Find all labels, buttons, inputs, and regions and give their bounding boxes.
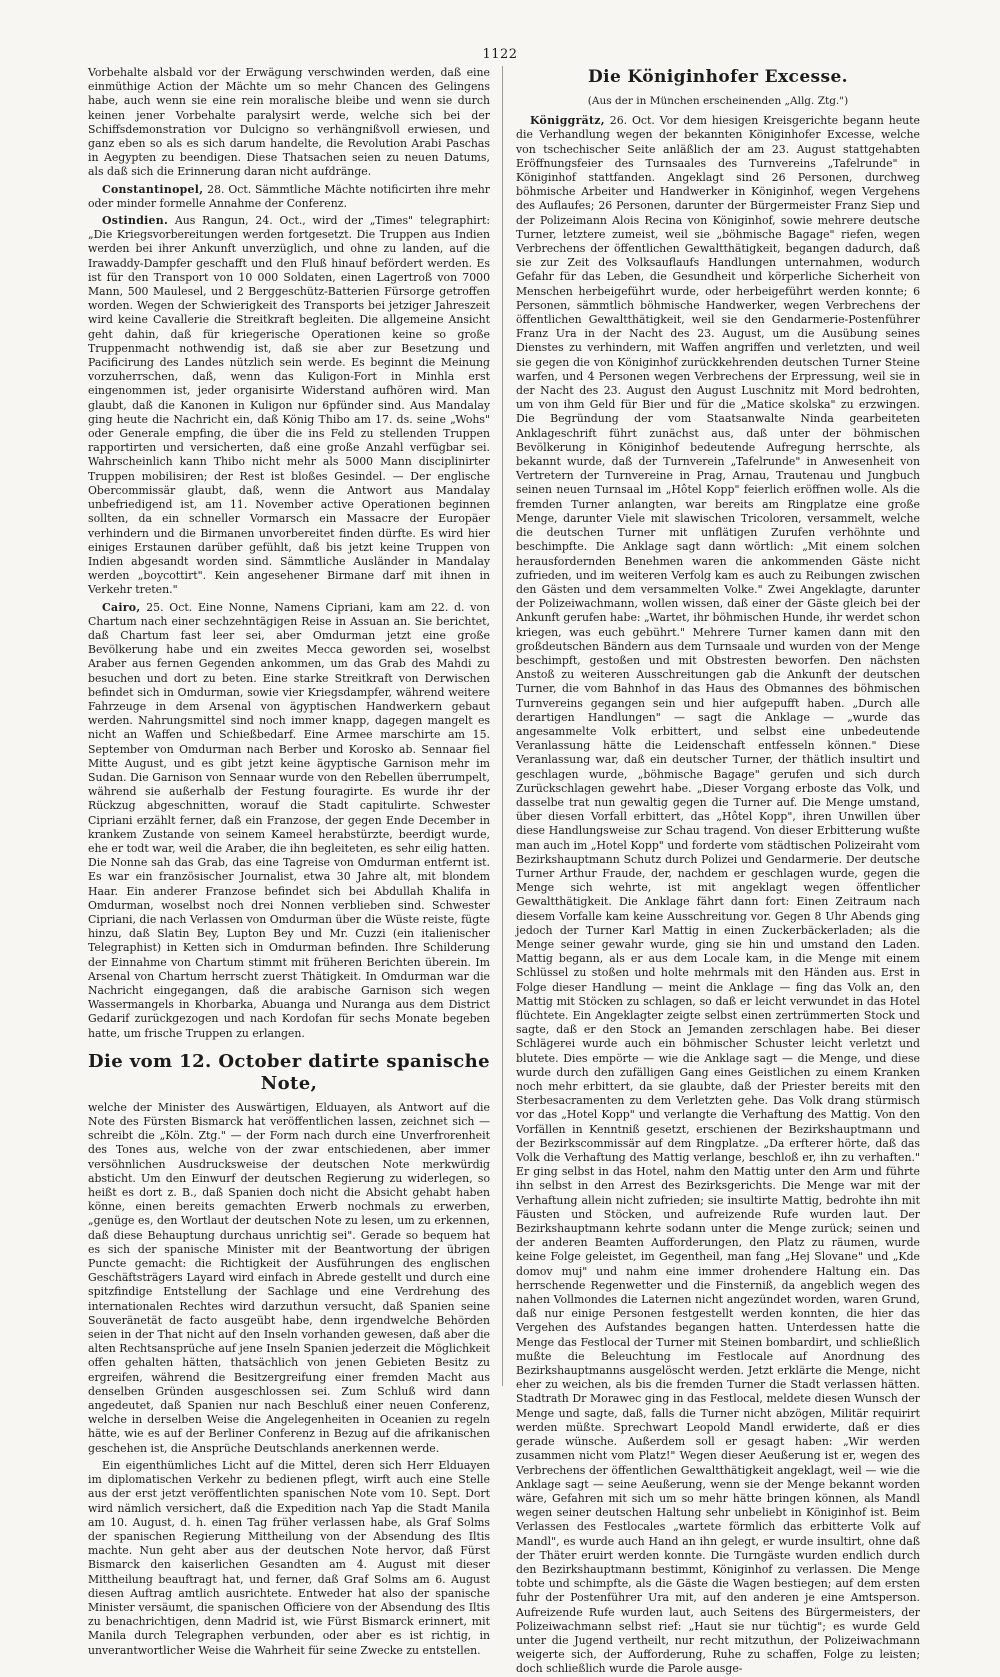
paragraph-text: 26. Oct. Vor dem hiesigen Kreisgerichte begann heute die Verhandlung wegen der bekannten Königinhofer Excesse, welche von tschechischer Seite anläßlich der am 23. August stattgehabten Eröffnungsfeier des Turnsaales des Turnvereins „Tafelrunde" in Königinhof stattfanden. Angeklagt sind 26 Personen, durchweg böhmische Arbeiter und Handwerker in Königinhof, wegen Vergehens des Auflaufes; 26 Personen, darunter der Bürgermeister Franz Siep und der Polizeimann Alois Recina von Königinhof, sowie mehrere deutsche Turner, letztere zumeist, weil sie „böhmische Bagage" riefen, wegen Verbrechens der öffentlichen Gewaltthätigkeit, begangen dadurch, daß sie zur Zeit des Volksauflaufs Handlungen unternahmen, wodurch Gefahr für das Leben, die Gesundheit und körperliche Sicherheit von Menschen herbeigeführt wurde, oder herbeigeführt werden konnte; 6 Personen, sämmtlich böhmische Handwerker, wegen Verbrechens der öffentlichen Gewaltthätigkeit, weil sie den Gendarmerie-Postenführer Franz Ura in der Nacht des 23. August, um die Ausübung seines Dienstes zu verhindern, mit Waffen angriffen und verletzten, und weil sie gegen die von Königinhof zurückkehrenden deutschen Turner Steine warfen, und 4 Personen wegen Verbrechens der Erpressung, weil sie in der Nacht des 23. August den August Luschnitz mit Mord bedrohten, um von ihm Geld für Bier und für die „Matice skolska" zu erzwingen. Die Begründung der vom Staatsanwalte Ninda gearbeiteten Anklageschrift führt zunächst aus, daß unter der böhmischen Bevölkerung in Königinhof bedeutende Aufregung herrschte, als bekannt wurde, daß der Turnverein „Tafelrunde" in Anwesenheit von Vertretern der Turnvereine in Prag, Arnau, Trautenau und Jungbuch seinen neuen Turnsaal im „Hôtel Kopp" feierlich eröffnen wolle. Als die fremden Turner anlangten, war bereits am Ringplatze eine große Menge, darunter Viele mit slawischen Tricoloren, versammelt, welche die deutschen Turner mit unflätigen Zurufen verhöhnte und beschimpfte. Die Anklage sagt dann wörtlich: „Mit einem solchen herausfordernden Benehmen waren die ankommenden Gäste nicht zufrieden, und im weiteren Verfolg kam es auch zu Reibungen zwischen den Gästen und dem versammelten Volke." Zwei Angeklagte, darunter der Polizeiwachmann, wollen wissen, daß einer der Gäste gleich bei der Ankunft gerufen habe: „Wartet, ihr böhmischen Hunde, ihr werdet schon kriegen, was euch gebührt." Mehrere Turner kamen dann mit den großdeutschen Bändern aus dem Turnsaale und wurden von der Menge beschimpft, gestoßen und mit Obstresten beworfen. Den nächsten Anstoß zu weiteren Ausschreitungen gab die Ankunft der deutschen Turner, die vom Bahnhof in das Haus des Obmannes des böhmischen Turnvereins gegangen sein und hier aufgepufft haben. „Durch alle derartigen Handlungen" — sagt die Anklage — „wurde das angesammelte Volk erbittert, und selbst eine unbedeutende Veranlassung hätte die Leidenschaft entfesseln können." Diese Veranlassung war, daß ein deutscher Turner, der thätlich insultirt und geschlagen wurde, „böhmische Bagage" gerufen und sich durch Zurückschlagen gewehrt habe. „Dieser Vorgang erboste das Volk, und dasselbe trat nun gewaltig gegen die Turner auf. Die Menge umstand, über diesen Vorfall erbittert, das „Hôtel Kopp", ihren Unwillen über diese Handlungsweise zur Schau tragend. Von dieser Erbitterung wußte man auch im „Hotel Kopp" und forderte vom städtischen Polizeiraht vom Bezirkshauptmann Schutz durch Polizei und Gendarmerie. Der deutsche Turner Arthur Fraude, der, nachdem er geschlagen wurde, gegen die Menge sich wehrte, ist mit angeklagt wegen öffentlicher Gewaltthätigkeit. Die Anklage fährt dann fort: Einen Zeitraum nach diesem Vorfalle kam keine Ausschreitung vor. Gegen 8 Uhr Abends ging jedoch der Turner Karl Mattig in einen Zuckerbäckerladen; als die Menge seiner gewahr wurde, ging sie hin und umstand den Laden. Mattig begann, als er aus dem Locale kam, in die Menge mit einem Schlüssel zu stoßen und holte mehrmals mit den Händen aus. Erst in Folge dieser Handlung — meint die Anklage — fing das Volk an, den Mattig mit Stöcken zu schlagen, so daß er leicht verwundet in das Hotel flüchtete. Ein Angeklagter zeigte selbst einen zertrümmerten Stock und sagte, daß er den Stock an Jemanden zerschlagen habe. Bei dieser Schlägerei wurde auch ein böhmischer Schuster leicht verletzt und blutete. Dies empörte — wie die Anklage sagt — die Menge, und diese wurde durch den zufälligen Gang eines Geistlichen zu einem Kranken noch mehr erbittert, da sie glaubte, daß der Priester bereits mit den Sterbesacramenten zu dem Verletzten gehe. Das Volk drang stürmisch vor das „Hotel Kopp" und verlangte die Verhaftung des Mattig. Von den Vorfällen in Kenntniß gesetzt, erschienen der Bezirkshauptmann und der Bezirkscommissär auf dem Ringplatze. „Da erfterer hörte, daß das Volk die Verhaftung des Mattig verlange, beschloß er, ihn zu verhaften." Er ging selbst in das Hotel, nahm den Mattig unter den Arm und führte ihn selbst in den Arrest des Bezirksgerichts. Die Menge war mit der Verhaftung allein nicht zufrieden; sie insultirte Mattig, bedrohte ihn mit Fäusten und Stöcken, und aufreizende Rufe wurden laut. Der Bezirkshauptmann kehrte sodann unter die Menge zurück; seinen und der anderen Beamten Aufforderungen, den Platz zu räumen, wurde keine Folge geleistet, im Gegentheil, man fang „Hej Slovane" und „Kde domov muj" und nahm eine immer drohendere Haltung ein. Das herrschende Regenwetter und die Finsterniß, da angeblich wegen des nahen Vollmondes die Laternen nicht angezündet worden, waren Grund, daß nur einige Personen festgestellt werden konnten, die hier das Vergehen des Aufstandes begangen hatten. Unterdessen hatte die Menge das Festlocal der Turner mit Steinen bombardirt, und schließlich mußte die Beleuchtung im Festlocale auf Anordnung des Bezirkshauptmanns ausgelöscht werden. Jetzt erklärte die Menge, nicht eher zu weichen, als bis die fremden Turner die Stadt verlassen hätten. Stadtrath Dr Morawec ging in das Festlocal, meldete diesen Wunsch der Menge und sagte, daß, falls die Turner nicht abzögen, Militär requirirt werden müßte. Sprechwart Leopold Mandl erwiderte, daß er dies gerade wünsche. Außerdem soll er gesagt haben: „Wir werden zusammen nicht vom Platz!" Wegen dieser Aeußerung ist er, wegen des Verbrechens der öffentlichen Gewaltthätigkeit angeklagt, weil — wie die Anklage sagt — seine Aeußerung, wenn sie der Menge bekannt worden wäre, Gefahren mit sich um so mehr hätte bringen können, als Mandl wegen seiner deutschen Haltung sehr unbeliebt in Königinhof ist. Beim Verlassen des Festlocales „wartete förmlich das erbitterte Volk auf Mandl", es wurde auch Hand an ihn gelegt, er wurde insultirt, ohne daß der Thäter eruirt werden konnte. Die Turngäste wurden endlich durch den Bezirkshauptmann bestimmt, Königinhof zu verlassen. Die Menge tobte und schimpfte, als die Gäste die Wagen bestiegen; auf dem ersten fuhr der Postenführer Ura mit, auf den anderen je eine Amtsperson. Aufreizende Rufe wurden laut, auch Seitens des Bürgermeisters, der Polizeiwachmann selbst rief: „Haut sie nur tüchtig"; es wurde Geld unter die Jugend vertheilt, nur recht mitzuthun, der Polizeiwachmann weigerte sich, der Aufforderung, Ruhe zu schaffen, Folge zu leisten; doch schließlich wurde die Parole ausge- xyxy=(516,114,921,1676)
paragraph-text: 28. Oct. Sämmtliche Mächte notificirten ihre mehr oder minder formelle Annahme der Conferenz. xyxy=(88,182,490,210)
dateline: Ostindien. xyxy=(102,214,169,228)
article-paragraph: Ein eigenthümliches Licht auf die Mittel, deren sich Herr Elduayen im diplomatischen Verkehr zu bedienen pflegt, wirft auch eine Stelle aus der erst jetzt veröffentlichten spanischen Note vom 10. Sept. Dort wird nämlich versichert, daß die Expedition nach Yap die Stadt Manila am 10. August, d. h. einen Tag früher verlassen habe, als Graf Solms der spanischen Regierung Mittheilung von der Absendung des Iltis machte. Nun geht aber aus der deutschen Note hervor, daß Fürst Bismarck den kaiserlichen Gesandten am 4. August mit dieser Mittheilung beauftragt hat, und ferner, daß Graf Solms am 6. August diesen Auftrag amtlich ausrichtete. Entweder hat also der spanische Minister versäumt, die spanischen Officiere von der Absendung des Iltis zu benachrichtigen, denn Madrid ist, wie Fürst Bismarck erinnert, mit Manila durch Telegraphen verbunden, oder aber es ist richtig, in unverantwortlicher Weise die Wahrheit für seine Zwecke zu entstellen. xyxy=(88,1458,490,1657)
dateline: Cairo, xyxy=(102,600,141,614)
column-divider xyxy=(502,66,503,1386)
article-title: Die Königinhofer Excesse. xyxy=(587,67,849,87)
left-column xyxy=(88,66,490,1657)
right-column xyxy=(516,66,921,1676)
article-paragraph xyxy=(88,214,490,597)
article-paragraph: Vorbehalte alsbald vor der Erwägung verschwinden werden, daß eine einmüthige Action der Mächte um so mehr Chancen des Gelingens habe, auch wenn sie eine rein moralische bleibe und wenn sie durch keinen jener Vorbehalte paralysirt werde, welche sich bei der Schiffsdemonstration vor Dulcigno so verhängnißvoll erwiesen, und ganz eben so als es sich darum handelte, die Revolution Arabi Paschas in Aegypten zu beendigen. Diese Thatsachen seien zu neuen Datums, als daß sich die Erinnerung daran nicht aufdränge. xyxy=(88,66,490,179)
article-source: (Aus der in München erscheinenden „Allg. Ztg.") xyxy=(587,95,849,107)
article-paragraph: welche der Minister des Auswärtigen, Elduayen, als Antwort auf die Note des Fürsten Bismarck hat veröffentlichen lassen, zeichnet sich — schreibt die „Köln. Ztg." — der Form nach durch eine Unverfrorenheit des Tones aus, welche von der zwar entschiedenen, aber immer versöhnlichen Ausdrucksweise der deutschen Note merkwürdig absticht. Um den Einwurf der deutschen Regierung zu widerlegen, so heißt es dort z. B., daß Spanien doch nicht die Absicht gehabt haben könne, einen bereits gemachten Erwerb nochmals zu erwerben, „genüge es, den Wortlaut der deutschen Note zu lesen, um zu erkennen, daß diese Behauptung durchaus unrichtig sei". Gerade so bequem hat es sich der spanische Minister mit der Beantwortung der übrigen Puncte gemacht: die Richtigkeit der Ausführungen des englischen Geschäftsträgers Layard wird einfach in Abrede gestellt und durch eine spitzfindige Entstellung der Sachlage und eine Verdrehung des internationalen Rechtes wird darzuthun versucht, daß Spanien seine Souveränetät de facto ausgeübt habe, denn irgendwelche Behörden seien in der That nicht auf den Inseln vorhanden gewesen, daß aber die alten Rechtsansprüche auf jene Inseln Spanien jederzeit die Möglichkeit offen gehalten hätten, thatsächlich von jenen Gebieten Besitz zu ergreifen, während die Besitzergreifung einer fremden Macht aus denselben Gründen ausgeschlossen sei. Zum Schluß wird dann angedeutet, daß Spanien nur nach Beschluß einer neuen Conferenz, welche in derselben Weise die Angelegenheiten in Oceanien zu regeln hätte, wie es auf der Berliner Conferenz in Bezug auf die afrikanischen geschehen ist, die Ansprüche Deutschlands anerkennen werde. xyxy=(88,1100,490,1455)
page-number: 1122 xyxy=(482,47,518,62)
dateline: Constantinopel, xyxy=(102,182,204,196)
article-paragraph xyxy=(88,183,490,211)
paragraph-text: 25. Oct. Eine Nonne, Namens Cipriani, kam am 22. d. von Chartum nach einer sechzehntägigen Reise in Assuan an. Sie berichtet, daß Chartum fast leer sei, aber Omdurman jetzt eine große Bevölkerung habe und ein zweites Mecca geworden sei, woselbst Araber aus fernen Gegenden ankommen, um das Grab des Mahdi zu besuchen und dort zu beten. Eine starke Streitkraft von Derwischen befindet sich in Omdurman, sowie vier Kriegsdampfer, während weitere Fahrzeuge in dem Arsenal von ägyptischen Handwerkern gebaut werden. Nahrungsmittel sind noch immer knapp, dagegen mangelt es nicht an Waffen und Schießbedarf. Eine Armee marschirte am 15. September von Omdurman nach Berber und Korosko ab. Sennaar fiel Mitte August, und es gibt jetzt keine ägyptische Garnison mehr im Sudan. Die Garnison von Sennaar wurde von den Rebellen überrumpelt, während sie außerhalb der Festung fouragirte. Es wurde ihr der Rückzug abgeschnitten, worauf die Stadt capitulirte. Schwester Cipriani erzählt ferner, daß ein Franzose, der gegen Ende December in krankem Zustande von seinem Kameel herabstürzte, beerdigt wurde, ehe er todt war, weil die Araber, die ihn begleiteten, es sehr eilig hatten. Die Nonne sah das Grab, das eine Tagreise von Omdurman entfernt ist. Es war ein französischer Journalist, etwa 30 Jahre alt, mit blondem Haar. Ein anderer Franzose befindet sich bei Abdullah Khalifa in Omdurman, woselbst noch drei Nonnen verblieben sind. Schwester Cipriani, die nach Verlassen von Omdurman über die Wüste reiste, fügte hinzu, daß Slatin Bey, Lupton Bey und Mr. Cuzzi (ein italienischer Telegraphist) in Ketten sich in Omdurman befinden. Ihre Schilderung der Einnahme von Chartum stimmt mit früheren Berichten überein. Im Arsenal von Chartum herrscht zuerst Thätigkeit. In Omdurman war die Nachricht eingegangen, daß die arabische Garnison sich wegen Wassermangels in Khorbarka, Abuanga und Nuranga aus dem District Gedarif zurückgezogen und nach Kordofan für sechs Monate begeben hatte, um frische Truppen zu erlangen. xyxy=(88,600,490,1040)
dateline: Königgrätz, xyxy=(530,114,605,128)
paragraph-text: Aus Rangun, 24. Oct., wird der „Times" telegraphirt: „Die Kriegsvorbereitungen werden fortgesetzt. Die Truppen aus Indien werden bei ihrer Ankunft unverzüglich, und ohne zu landen, auf die Irawaddy-Dampfer geschafft und den Fluß hinauf befördert werden. Es ist für den Transport von 10 000 Soldaten, einen Lagertroß von 7000 Mann, 500 Maulesel, und 2 Berggeschütz-Batterien Fürsorge getroffen worden. Wegen der Schwierigkeit des Transports bei jetziger Jahreszeit wird keine Cavallerie die Streitkraft begleiten. Die allgemeine Ansicht geht dahin, daß für kriegerische Operationen keine so große Truppenmacht nothwendig ist, daß sie aber zur Besetzung und Pacificirung des Landes nützlich sein werde. Es beginnt die Meinung vorzuherrschen, daß, wenn das Kuligon-Fort in Minhla erst eingenommen ist, jeder organisirte Widerstand aufhören wird. Man glaubt, daß die Kanonen in Kuligon nur 6pfünder sind. Aus Mandalay ging heute die Nachricht ein, daß König Thibo am 17. ds. seine „Wohs" oder Generale empfing, die über die ins Feld zu stellenden Truppen rapportirten und versicherten, daß eine große Anzahl verfügbar sei. Wahrscheinlich kann Thibo nicht mehr als 5000 Mann disciplinirter Truppen mobilisiren; der Rest ist bloßes Gesindel. — Der englische Obercommissär glaubt, daß, wenn die Antwort aus Mandalay unbefriedigend ist, am 11. November active Operationen beginnen sollten, da ein schneller Vormarsch ein Massacre der Europäer verhindern und die Birmanen unvorbereitet finden dürfte. Es wird hier einiges Erstaunen darüber gefühlt, daß bis jetzt keine Truppen von Indien abgesandt worden sind. Sämmtliche Ausländer in Mandalay werden „boycottirt". Kein angesehener Birmane darf mit ihnen in Verkehr treten." xyxy=(88,214,490,597)
article-title: Die vom 12. October datirte spanische Note, xyxy=(88,1050,490,1094)
article-paragraph xyxy=(88,601,490,1041)
article-paragraph xyxy=(516,114,920,1676)
